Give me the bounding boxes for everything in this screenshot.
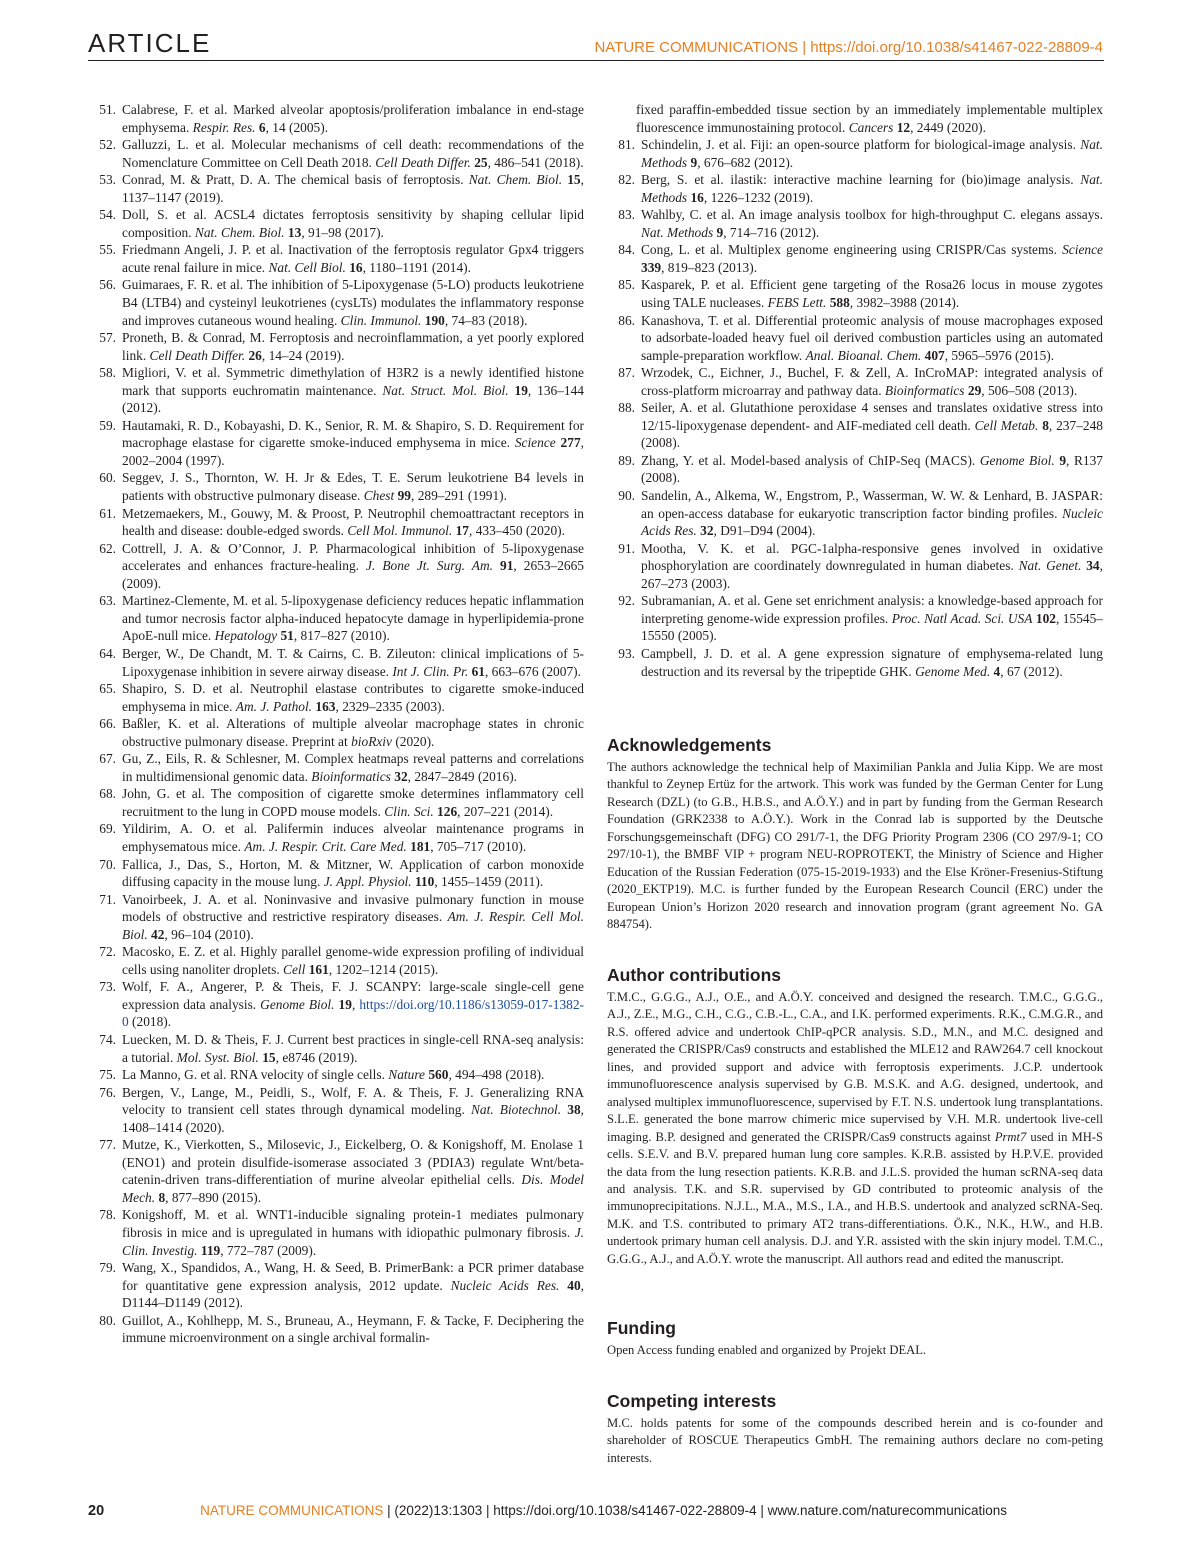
reference-item <box>88 276 584 329</box>
reference-item <box>88 206 584 241</box>
reference-item <box>88 505 584 540</box>
doi-link[interactable]: https://doi.org/10.1186/s13059-017-1382-0 <box>122 996 584 1030</box>
reference-item <box>607 171 1103 206</box>
reference-item <box>88 1136 584 1206</box>
reference-text: La Manno, G. et al. RNA velocity of single cells. Nature 560, 494–498 (2018). <box>122 1067 545 1083</box>
reference-number: 85. <box>618 277 635 293</box>
reference-text: Shapiro, S. D. et al. Neutrophil elastase contributes to cigarette smoke-induced emphysema in mice. Am. J. Pathol. 163, 2329–2335 (2003). <box>122 681 584 714</box>
reference-text: Hautamaki, R. D., Kobayashi, D. K., Senior, R. M. & Shapiro, S. D. Requirement for macrophage elastase for cigarette smoke-induced emphysema in mice. Science 277, 2002–2004 (1997). <box>122 417 584 468</box>
acknowledgements-text: The authors acknowledge the technical help of Maximilian Pankla and Julia Kipp. We are most thankful to Zeynep Ertüz for the artwork. This work was funded by the German Center for Lung Research (DZL) (to G.B., H.B.S., and A.Ö.Y.) and in part by funding from the German Research Foundation (GRK2338 to A.Ö.Y.). Work in the Conrad lab is supported by the Deutsche Forschungsgemeinschaft (DFG) CO 291/7-1, the DFG Priority Program 2306 (CO 297/9-1; CO 297/10-1), the BMBF VIP + program NEU-ROPROTEKT, the Ministry of Science and Higher Education of the Russian Federation (075-15-2019-1933) and the Else Kröner-Fresenius-Stiftung (2020_EKTP19). M.C. is further funded by the European Research Council (ERC) under the European Union’s Horizon 2020 research and innovation program (grant agreement No. GA 884754). <box>607 760 1103 932</box>
reference-text: Konigshoff, M. et al. WNT1-inducible signaling protein-1 mediates pulmonary fibrosis in mice and is upregulated in humans with idiopathic pulmonary fibrosis. J. Clin. Investig. 119, 772–787 (2009). <box>122 1207 584 1258</box>
reference-text: Campbell, J. D. et al. A gene expression signature of emphysema-related lung destruction and its reversal by the tripeptide GHK. Genome Med. 4, 67 (2012). <box>641 645 1103 679</box>
reference-text: Berger, W., De Chandt, M. T. & Cairns, C. B. Zileuton: clinical implications of 5-Lipoxygenase inhibition in severe airway disease. Int J. Clin. Pr. 61, 663–676 (2007). <box>122 645 584 679</box>
page-number: 20 <box>88 1503 105 1519</box>
funding-text: Open Access funding enabled and organized by Projekt DEAL. <box>607 1343 927 1357</box>
reference-number: 68. <box>99 786 116 802</box>
reference-text: Fallica, J., Das, S., Horton, M. & Mitzner, W. Application of carbon monoxide diffusing capacity in the mouse lung. J. Appl. Physiol. 110, 1455–1459 (2011). <box>122 856 584 890</box>
competing-interests-heading: Competing interests <box>607 1391 777 1411</box>
reference-item <box>88 645 584 680</box>
reference-number: 87. <box>618 365 635 381</box>
reference-text: Berg, S. et al. ilastik: interactive machine learning for (bio)image analysis. Nat. Methods 16, 1226–1232 (2019). <box>641 172 1103 205</box>
reference-item <box>88 171 584 206</box>
reference-number: 53. <box>99 172 116 188</box>
reference-text: Sandelin, A., Alkema, W., Engstrom, P., Wasserman, W. W. & Lenhard, B. JASPAR: an open-access database for eukaryotic transcription factor binding profiles. Nucleic Acids Res. 32, D91–D94 (2004). <box>641 488 1103 539</box>
reference-item <box>88 329 584 364</box>
acknowledgements-section <box>607 734 1103 934</box>
reference-text: Bergen, V., Lange, M., Peidli, S., Wolf, F. A. & Theis, F. J. Generalizing RNA velocity to transient cell states through dynamical modeling. Nat. Biotechnol. 38, 1408–1414 (2020). <box>122 1084 584 1135</box>
reference-number: 73. <box>99 979 116 995</box>
reference-item <box>607 136 1103 171</box>
acknowledgements-heading: Acknowledgements <box>607 735 772 755</box>
reference-number: 71. <box>99 891 116 907</box>
reference-number: 74. <box>99 1031 116 1047</box>
page-footer <box>88 1502 1104 1520</box>
reference-text: Guimaraes, F. R. et al. The inhibition of 5-Lipoxygenase (5-LO) products leukotriene B4 (LTB4) and cysteinyl leukotrienes (cysLTs) modulates the inflammatory response and improves cutaneous wound healing. Clin. Immunol. 190, 74–83 (2018). <box>122 277 584 328</box>
reference-number: 91. <box>618 540 635 556</box>
reference-text: Kasparek, P. et al. Efficient gene targeting of the Rosa26 locus in mouse zygotes using TALE nucleases. FEBS Lett. 588, 3982–3988 (2014). <box>641 277 1103 311</box>
reference-text: Wolf, F. A., Angerer, P. & Theis, F. J. SCANPY: large-scale single-cell gene expression data analysis. Genome Biol. 19, https://doi.org/10.1186/s13059-017-1382-0 (2018). <box>122 979 584 1030</box>
reference-item <box>607 364 1103 399</box>
reference-number: 67. <box>99 751 116 767</box>
reference-text: Wahlby, C. et al. An image analysis toolbox for high-throughput C. elegans assays. Nat. Methods 9, 714–716 (2012). <box>641 207 1103 240</box>
reference-item <box>88 820 584 855</box>
reference-item <box>607 645 1103 680</box>
reference-text: Macosko, E. Z. et al. Highly parallel genome-wide expression profiling of individual cells using nanoliter droplets. Cell 161, 1202–1214 (2015). <box>122 944 584 977</box>
article-kicker: ARTICLE <box>88 28 212 58</box>
reference-number: 93. <box>618 645 635 661</box>
reference-item <box>88 469 584 504</box>
competing-interests-section <box>607 1390 1103 1467</box>
reference-text: Luecken, M. D. & Theis, F. J. Current best practices in single-cell RNA-seq analysis: a tutorial. Mol. Syst. Biol. 15, e8746 (2019). <box>122 1031 584 1065</box>
reference-item <box>88 856 584 891</box>
reference-number: 63. <box>99 593 116 609</box>
reference-text: Gu, Z., Eils, R. & Schlesner, M. Complex heatmaps reveal patterns and correlations in multidimensional genomic data. Bioinformatics 32, 2847–2849 (2016). <box>122 751 584 784</box>
author-contributions-section <box>607 964 1103 1268</box>
reference-text: Yildirim, A. O. et al. Palifermin induces alveolar maintenance programs in emphysematous mice. Am. J. Respir. Crit. Care Med. 181, 705–717 (2010). <box>122 821 584 854</box>
reference-text: Wang, X., Spandidos, A., Wang, H. & Seed, B. PrimerBank: a PCR primer database for quantitative gene expression analysis, 2012 update. Nucleic Acids Res. 40, D1144–D1149 (2012). <box>122 1260 584 1311</box>
author-contributions-heading: Author contributions <box>607 965 782 985</box>
reference-text: Conrad, M. & Pratt, D. A. The chemical basis of ferroptosis. Nat. Chem. Biol. 15, 1137–1147 (2019). <box>122 172 584 205</box>
reference-item <box>88 978 584 1031</box>
reference-number: 92. <box>618 593 635 609</box>
reference-text: Subramanian, A. et al. Gene set enrichment analysis: a knowledge-based approach for interpreting genome-wide expression profiles. Proc. Natl Acad. Sci. USA 102, 15545–15550 (2005). <box>641 593 1103 644</box>
reference-text: John, G. et al. The composition of cigarette smoke determines inflammatory cell recruitment to the lung in COPD mouse models. Clin. Sci. 126, 207–221 (2014). <box>122 786 584 819</box>
reference-text: Seiler, A. et al. Glutathione peroxidase 4 senses and translates oxidative stress into 12/15-lipoxygenase dependent- and AIF-mediated cell death. Cell Metab. 8, 237–248 (2008). <box>641 400 1103 451</box>
reference-text: Calabrese, F. et al. Marked alveolar apoptosis/proliferation imbalance in end-stage emphysema. Respir. Res. 6, 14 (2005). <box>122 102 584 135</box>
reference-number: 84. <box>618 242 635 258</box>
reference-number: 75. <box>99 1067 116 1083</box>
reference-item <box>88 540 584 593</box>
reference-item <box>607 276 1103 311</box>
reference-text: Kanashova, T. et al. Differential proteomic analysis of mouse macrophages exposed to adsorbate-loaded heavy fuel oil derived combustion particles using an automated sample-preparation workflow. Anal. Bioanal. Chem. 407, 5965–5976 (2015). <box>641 312 1103 363</box>
reference-number: 66. <box>99 716 116 732</box>
reference-number: 55. <box>99 242 116 258</box>
reference-number: 56. <box>99 277 116 293</box>
reference-item <box>607 487 1103 540</box>
reference-number: 89. <box>618 452 635 468</box>
reference-text: Proneth, B. & Conrad, M. Ferroptosis and necroinflammation, a yet poorly explored link. Cell Death Differ. 26, 14–24 (2019). <box>122 330 584 363</box>
reference-number: 65. <box>99 681 116 697</box>
reference-text: Galluzzi, L. et al. Molecular mechanisms of cell death: recommendations of the Nomenclature Committee on Cell Death 2018. Cell Death Differ. 25, 486–541 (2018). <box>122 137 584 170</box>
reference-number: 81. <box>618 137 635 153</box>
reference-text: Seggev, J. S., Thornton, W. H. Jr & Edes, T. E. Serum leukotriene B4 levels in patients with obstructive pulmonary disease. Chest 99, 289–291 (1991). <box>122 470 584 504</box>
author-contributions-text: T.M.C., G.G.G., A.J., O.E., and A.Ö.Y. conceived and designed the research. T.M.C., G.G.G., A.J., Z.E., M.G., C.H., C.G., C.B.-L., C.A., and I.K. performed experiments. R.K., C.M.G.R., and R.S. offered advice and undertook ChIP-qPCR analysis. S.D., M.N., and M.C. designed and generated the CRISPR/Cas9 constructs and established the MLE12 and RAW264.7 cell knockout lines, and provided support and advice with ferroptosis experiments. J.C.P. undertook immunofluorescence analysis supervised by G.B. M.S.K. and A.G. designed, undertook, and analysed multiplex immunofluorescence, supervised by F.T. N.S. undertook lung transplantations. S.L.E. generated the bone marrow chimeric mice supervised by V.H. M.R. undertook live-cell imaging. B.P. designed and generated the CRISPR/Cas9 constructs against Prmt7 used in MH-S cells. S.E.V. and B.V. prepared human lung core samples. K.R.B. assisted by H.P.V.E. provided the data from the lung resection patients. K.R.B. and J.L.S. provided the human scRNA-seq data and analysis. T.K. and S.R. supervised by GD contributed to proteomic analysis of the immunoprecipitations. N.J.L., M.A., M.S., I.A., and H.B.S. undertook and analyzed scRNA-Seq. M.K. and T.S. contributed to primary AT2 trans-differentiations. Ö.K., N.K., H.W., and H.B. undertook primary human cell analysis. D.J. and Y.R. assisted with the skin injury model. T.M.C., G.G.G., A.J., and A.Ö.Y. wrote the manuscript. All authors read and edited the manuscript. <box>607 990 1103 1266</box>
references-left-column <box>88 101 584 1347</box>
reference-item <box>88 136 584 171</box>
references-right-column <box>607 101 1103 680</box>
reference-number: 51. <box>99 102 116 117</box>
reference-number: 76. <box>99 1084 116 1100</box>
reference-item <box>88 241 584 276</box>
reference-item <box>88 785 584 820</box>
reference-number: 64. <box>99 645 116 661</box>
reference-text: Cottrell, J. A. & O’Connor, J. P. Pharmacological inhibition of 5-lipoxygenase accelerates and enhances fracture-healing. J. Bone Jt. Surg. Am. 91, 2653–2665 (2009). <box>122 540 585 591</box>
reference-item <box>607 241 1103 276</box>
reference-number: 86. <box>618 312 635 328</box>
reference-text: Doll, S. et al. ACSL4 dictates ferroptosis sensitivity by shaping cellular lipid composition. Nat. Chem. Biol. 13, 91–98 (2017). <box>122 207 584 240</box>
reference-number: 77. <box>99 1137 116 1153</box>
reference-number: 57. <box>99 330 116 346</box>
reference-text: Schindelin, J. et al. Fiji: an open-source platform for biological-image analysis. Nat. Methods 9, 676–682 (2012). <box>641 137 1103 170</box>
reference-text: Friedmann Angeli, J. P. et al. Inactivation of the ferroptosis regulator Gpx4 triggers acute renal failure in mice. Nat. Cell Biol. 16, 1180–1191 (2014). <box>122 242 584 275</box>
reference-number: 70. <box>99 856 116 872</box>
reference-number: 60. <box>99 470 116 486</box>
reference-number: 58. <box>99 365 116 381</box>
reference-text: Zhang, Y. et al. Model-based analysis of ChIP-Seq (MACS). Genome Biol. 9, R137 (2008). <box>641 452 1103 486</box>
reference-item <box>607 312 1103 365</box>
reference-item <box>88 101 584 136</box>
reference-item <box>88 1066 584 1084</box>
reference-item <box>88 1084 584 1137</box>
reference-number: 78. <box>99 1207 116 1223</box>
journal-doi-header: NATURE COMMUNICATIONS | https://doi.org/10.1038/s41467-022-28809-4 <box>594 39 1103 56</box>
reference-item <box>607 399 1103 452</box>
reference-item <box>88 1312 584 1347</box>
reference-text: Guillot, A., Kohlhepp, M. S., Bruneau, A., Heymann, F. & Tacke, F. Deciphering the immune microenvironment on a single archival formalin- <box>122 1312 584 1346</box>
reference-text: Migliori, V. et al. Symmetric dimethylation of H3R2 is a newly identified histone mark that supports euchromatin maintenance. Nat. Struct. Mol. Biol. 19, 136–144 (2012). <box>122 365 584 416</box>
reference-number: 79. <box>99 1260 116 1276</box>
reference-number: 69. <box>99 821 116 837</box>
reference-item <box>88 750 584 785</box>
reference-text: Metzemaekers, M., Gouwy, M. & Proost, P. Neutrophil chemoattractant receptors in health and disease: double-edged swords. Cell Mol. Immunol. 17, 433–450 (2020). <box>122 505 584 539</box>
footer-citation: | (2022)13:1303 | https://doi.org/10.1038/s41467-022-28809-4 | www.nature.com/naturecommunications <box>383 1503 1008 1518</box>
reference-number: 83. <box>618 207 635 223</box>
reference-number: 80. <box>99 1312 116 1328</box>
reference-number: 54. <box>99 207 116 223</box>
reference-number: 72. <box>99 944 116 960</box>
reference-text: Mootha, V. K. et al. PGC-1alpha-responsive genes involved in oxidative phosphorylation are coordinately downregulated in human diabetes. Nat. Genet. 34, 267–273 (2003). <box>641 540 1103 591</box>
reference-item <box>88 680 584 715</box>
reference-item <box>88 417 584 470</box>
reference-text: Martinez-Clemente, M. et al. 5-lipoxygenase deficiency reduces hepatic inflammation and tumor necrosis factor alpha-induced hepatocyte damage in hyperlipidemia-prone ApoE-null mice. Hepatology 51, 817–827 (2010). <box>122 593 584 644</box>
reference-item <box>88 891 584 944</box>
funding-heading: Funding <box>607 1318 677 1338</box>
footer-journal-name: NATURE COMMUNICATIONS <box>200 1503 384 1518</box>
reference-item <box>607 592 1103 645</box>
reference-text: Baßler, K. et al. Alterations of multiple alveolar macrophage states in chronic obstructive pulmonary disease. Preprint at bioRxiv (2020). <box>122 716 584 749</box>
reference-item <box>607 540 1103 593</box>
reference-text: Mutze, K., Vierkotten, S., Milosevic, J., Eickelberg, O. & Konigshoff, M. Enolase 1 (ENO1) and protein disulfide-isomerase associated 3 (PDIA3) regulate Wnt/beta-catenin-driven trans-differentiation of murine alveolar epithelial cells. Dis. Model Mech. 8, 877–890 (2015). <box>122 1137 585 1205</box>
reference-number: 52. <box>99 137 116 153</box>
reference-item <box>88 592 584 645</box>
reference-item <box>88 715 584 750</box>
reference-number: 62. <box>99 540 116 556</box>
reference-number: 90. <box>618 488 635 504</box>
header-divider <box>88 60 1104 61</box>
reference-number: 88. <box>618 400 635 416</box>
competing-interests-text: M.C. holds patents for some of the compounds described herein and is co-founder and shareholder of ROSCUE Therapeutics GmbH. The remaining authors declare no com-peting interests. <box>607 1416 1103 1465</box>
reference-item <box>88 1031 584 1066</box>
reference-item <box>607 206 1103 241</box>
reference-item <box>88 1206 584 1259</box>
reference-text: Vanoirbeek, J. A. et al. Noninvasive and invasive pulmonary function in mouse models of obstructive and restrictive respiratory diseases. Am. J. Respir. Cell Mol. Biol. 42, 96–104 (2010). <box>122 891 584 942</box>
reference-text: Cong, L. et al. Multiplex genome engineering using CRISPR/Cas systems. Science 339, 819–823 (2013). <box>641 242 1103 275</box>
reference-number: 82. <box>618 172 635 188</box>
reference-text: Wrzodek, C., Eichner, J., Buchel, F. & Zell, A. InCroMAP: integrated analysis of cross-platform microarray and pathway data. Bioinformatics 29, 506–508 (2013). <box>641 365 1103 398</box>
reference-item <box>607 452 1103 487</box>
reference-number: 59. <box>99 417 116 433</box>
reference-number: 61. <box>99 505 116 521</box>
reference-item <box>88 943 584 978</box>
reference-item <box>88 364 584 417</box>
funding-section <box>607 1317 1103 1359</box>
reference-80-continuation: fixed paraffin-embedded tissue section by an immediately implementable multiplex fluorescence immunostaining protocol. Cancers 12, 2449 (2020). <box>636 102 1103 135</box>
reference-item <box>88 1259 584 1312</box>
